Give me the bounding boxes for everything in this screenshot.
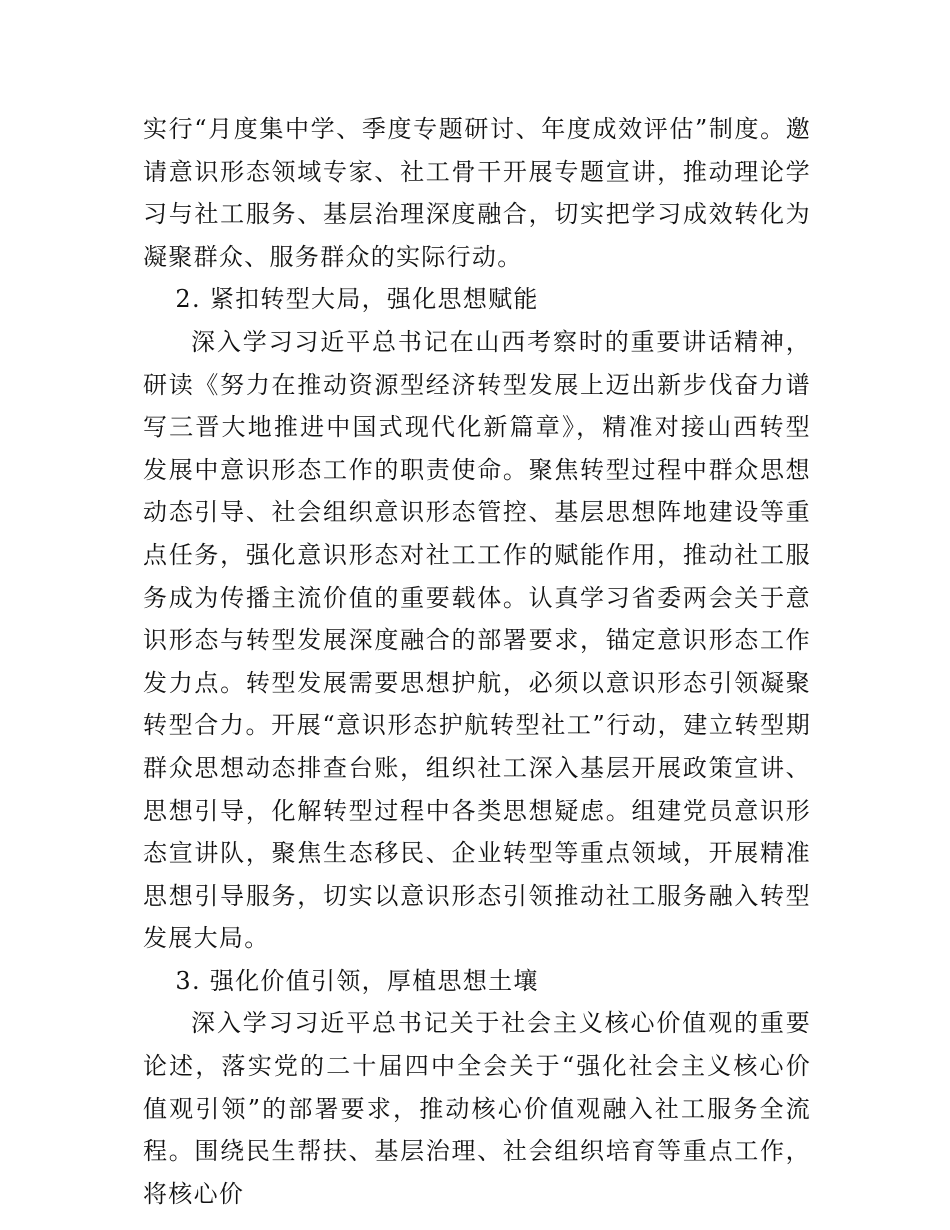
paragraph-section-3: 深入学习习近平总书记关于社会主义核心价值观的重要论述，落实党的二十届四中全会关于“强化社会主义核心价值观引领”的部署要求，推动核心价值观融入社工服务全流程。围绕民生帮扶、基层治理、社会组织培育等重点工作，将核心价 — [143, 1009, 811, 1208]
section-heading-3: 3. 强化价值引领，厚植思想土壤 — [175, 966, 539, 995]
paragraph-section-2: 深入学习习近平总书记在山西考察时的重要讲话精神，研读《努力在推动资源型经济转型发展上迈出新步伐奋力谱写三晋大地推进中国式现代化新篇章》，精准对接山西转型发展中意识形态工作的职责使命。聚焦转型过程中群众思想动态引导、社会组织意识形态管控、基层思想阵地建设等重点任务，强化意识形态对社工工作的赋能作用，推动社工服务成为传播主流价值的重要载体。认真学习省委两会关于意识形态与转型发展深度融合的部署要求，锚定意识形态工作发力点。转型发展需要思想护航，必须以意识形态引领凝聚转型合力。开展“意识形态护航转型社工”行动，建立转型期群众思想动态排查台账，组织社工深入基层开展政策宣讲、思想引导，化解转型过程中各类思想疑虑。组建党员意识形态宣讲队，聚焦生态移民、企业转型等重点领域，开展精准思想引导服务，切实以意识形态引领推动社工服务融入转型发展大局。 — [143, 327, 811, 953]
document-body — [143, 108, 811, 1215]
section-heading-2: 2. 紧扣转型大局，强化思想赋能 — [175, 285, 539, 314]
paragraph-continued: 实行“月度集中学、季度专题研讨、年度成效评估”制度。邀请意识形态领域专家、社工骨干开展专题宣讲，推动理论学习与社工服务、基层治理深度融合，切实把学习成效转化为凝聚群众、服务群众的实际行动。 — [143, 115, 811, 271]
